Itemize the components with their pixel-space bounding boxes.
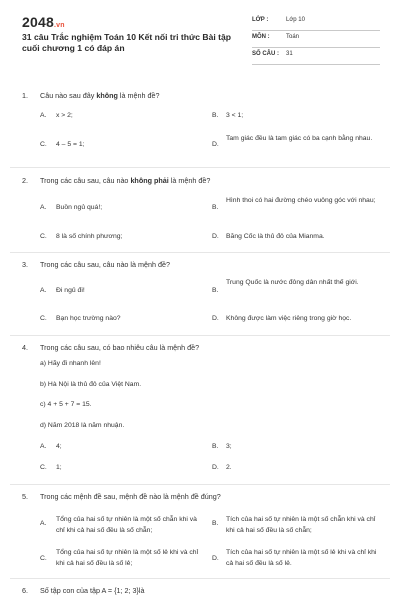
statement-d: d) Năm 2018 là năm nhuận. xyxy=(40,422,125,429)
option-a[interactable]: Buồn ngủ quá!; xyxy=(56,204,103,211)
option-b[interactable]: Hình thoi có hai đường chéo vuông góc với nhau; xyxy=(226,197,376,204)
meta-value: Lớp 10 xyxy=(286,17,305,23)
meta-label: LỚP : xyxy=(252,17,269,23)
divider xyxy=(10,578,390,579)
option-c[interactable]: Bạn học trường nào? xyxy=(56,315,121,322)
option-d[interactable]: Không được làm việc riêng trong giờ học. xyxy=(226,315,352,322)
option-letter: B. xyxy=(212,112,219,119)
question-6 xyxy=(0,586,400,598)
option-b[interactable]: 3; xyxy=(226,443,232,450)
question-text: Số tập con của tập A = {1; 2; 3}là xyxy=(40,586,145,595)
option-letter: D. xyxy=(212,141,219,148)
question-number: 3. xyxy=(22,260,28,269)
option-letter: C. xyxy=(40,141,47,148)
meta-row-count xyxy=(252,48,380,65)
question-text: Trong các câu sau, có bao nhiêu câu là mệnh đề? xyxy=(40,343,200,352)
option-letter: D. xyxy=(212,555,219,562)
option-c[interactable]: 1; xyxy=(56,464,62,471)
statement-a: a) Hãy đi nhanh lên! xyxy=(40,360,101,367)
option-a[interactable]: x > 2; xyxy=(56,112,73,119)
option-d[interactable]: Băng Cốc là thủ đô của Mianma. xyxy=(226,233,325,240)
meta-label: SỐ CÂU : xyxy=(252,51,279,57)
option-b[interactable]: 3 < 1; xyxy=(226,112,244,119)
meta-row-class xyxy=(252,14,380,31)
question-2 xyxy=(0,176,400,240)
logo-number: 2048 xyxy=(22,14,54,30)
question-number: 1. xyxy=(22,91,28,100)
option-a[interactable]: Tổng của hai số tự nhiên là một số chẵn khi và chỉ khi cả hai số đều là số chẵn; xyxy=(56,516,197,534)
meta-label: MÔN : xyxy=(252,34,270,40)
option-c[interactable]: Tổng của hai số tự nhiên là một số lẻ khi và chỉ khi cả hai số đều là số lẻ; xyxy=(56,549,199,567)
divider xyxy=(10,252,390,253)
option-letter: A. xyxy=(40,112,47,119)
question-text: Trong các mệnh đề sau, mệnh đề nào là mệnh đề đúng? xyxy=(40,492,221,501)
option-letter: A. xyxy=(40,287,47,294)
option-letter: A. xyxy=(40,204,47,211)
divider xyxy=(10,167,390,168)
option-letter: A. xyxy=(40,443,47,450)
question-1 xyxy=(0,91,400,148)
option-b[interactable]: Tích của hai số tự nhiên là một số chẵn khi và chỉ khi cả hai số đều là số chẵn; xyxy=(226,516,376,534)
option-d[interactable]: 2. xyxy=(226,464,232,471)
question-number: 6. xyxy=(22,586,28,595)
meta-value: Toán xyxy=(286,34,300,40)
option-letter: D. xyxy=(212,315,219,322)
option-letter: C. xyxy=(40,315,47,322)
meta-value: 31 xyxy=(286,51,293,57)
meta-row-subject xyxy=(252,31,380,48)
option-letter: C. xyxy=(40,233,47,240)
option-c[interactable]: 4 – 5 = 1; xyxy=(56,141,85,148)
question-5 xyxy=(0,492,400,567)
option-letter: C. xyxy=(40,464,47,471)
question-text: Trong các câu sau, câu nào không phải là mệnh đề? xyxy=(40,176,211,185)
divider xyxy=(10,335,390,336)
meta-info xyxy=(252,14,380,65)
question-number: 4. xyxy=(22,343,28,352)
divider xyxy=(10,484,390,485)
option-d[interactable]: Tích của hai số tự nhiên là một số lẻ khi và chỉ khi cả hai số đều là số lẻ. xyxy=(226,549,377,567)
statement-b: b) Hà Nội là thủ đô của Việt Nam. xyxy=(40,381,142,388)
option-letter: B. xyxy=(212,204,219,211)
option-letter: C. xyxy=(40,555,47,562)
option-a[interactable]: 4; xyxy=(56,443,62,450)
question-text: Trong các câu sau, câu nào là mệnh đề? xyxy=(40,260,170,269)
option-letter: B. xyxy=(212,443,219,450)
option-letter: D. xyxy=(212,233,219,240)
question-number: 2. xyxy=(22,176,28,185)
question-4 xyxy=(0,343,400,471)
option-letter: D. xyxy=(212,464,219,471)
question-text: Câu nào sau đây không là mệnh đề? xyxy=(40,91,160,100)
page-title: 31 câu Trắc nghiệm Toán 10 Kết nối tri thức Bài tập cuối chương 1 có đáp án xyxy=(22,32,232,53)
option-c[interactable]: 8 là số chính phương; xyxy=(56,233,123,240)
option-a[interactable]: Đi ngủ đi! xyxy=(56,287,85,294)
site-logo[interactable] xyxy=(22,14,65,30)
option-b[interactable]: Trung Quốc là nước đông dân nhất thế giới. xyxy=(226,279,359,286)
logo-domain: .vn xyxy=(53,22,65,29)
option-d[interactable]: Tam giác đều là tam giác có ba cạnh bằng nhau. xyxy=(226,135,373,142)
question-number: 5. xyxy=(22,492,28,501)
page-header xyxy=(0,0,400,72)
statement-c: c) 4 + 5 + 7 = 15. xyxy=(40,401,92,408)
option-letter: B. xyxy=(212,287,219,294)
question-3 xyxy=(0,260,400,322)
option-letter: A. xyxy=(40,520,47,527)
option-letter: B. xyxy=(212,520,219,527)
